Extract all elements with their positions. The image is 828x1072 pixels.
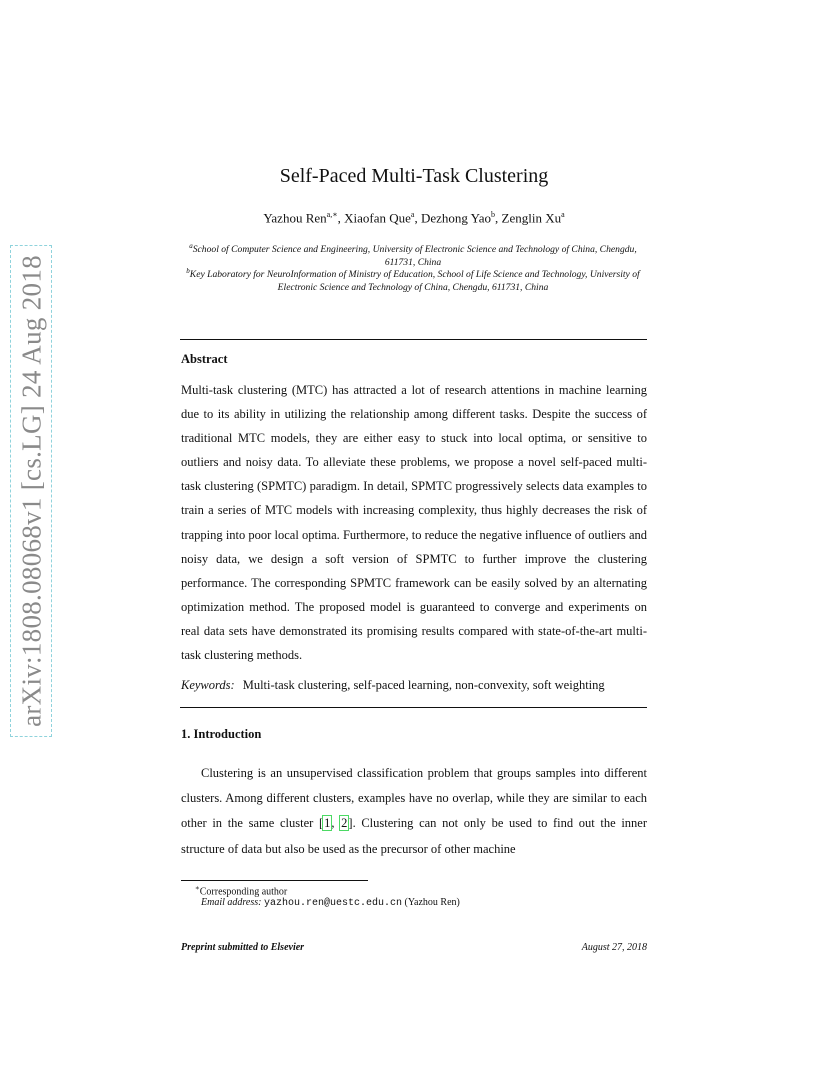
abstract-bottom-rule: [180, 707, 647, 708]
abstract-top-rule: [180, 339, 647, 340]
affiliation-mark: b: [186, 267, 190, 275]
abstract-text: Multi-task clustering (MTC) has attracted a lot of research attentions in machine learning due to its ability in utilizing the relationship among different tasks. Despite the success of traditional MTC models, they are either easy to stuck into local optima, or sensitive to outliers and noisy data. To alleviate these problems, we propose a novel self-paced multi-task clustering (SPMTC) paradigm. In detail, SPMTC progressively selects data examples to train a series of MTC models with increasing complexity, thus highly decreases the risk of trapping into poor local optima. Furthermore, to reduce the negative influence of outliers and noisy data, we design a soft version of SPMTC to further improve the clustering performance. The corresponding SPMTC framework can be easily solved by an alternating optimization method. The proposed model is guaranteed to converge and experiments on real data sets have demonstrated its promising results compared with state-of-the-art multi-task clustering methods.: [181, 383, 647, 663]
arxiv-stamp-text[interactable]: arXiv:1808.08068v1 [cs.LG] 24 Aug 2018: [16, 255, 47, 727]
paper-title: Self-Paced Multi-Task Clustering: [279, 165, 549, 187]
preprint-date: August 27, 2018: [581, 942, 647, 953]
affiliation-text: Key Laboratory for NeuroInformation of Ministry of Education, School of Life Science and Technology, University of Electronic Science and Technology of China, Chengdu, 611731, China: [189, 269, 640, 294]
section-heading-introduction: 1. Introduction: [181, 727, 262, 741]
intro-text: Clustering is an unsupervised classification problem that groups samples into different clusters. Among different clusters, examples have no overlap, while they are similar to each other in the same cluster [: [181, 766, 647, 831]
footnote-rule: [181, 880, 368, 881]
affiliation-b: [175, 265, 651, 294]
footnote-email: [201, 897, 460, 909]
email-owner: (Yazhou Ren): [404, 897, 460, 908]
affiliation-text: School of Computer Science and Engineering, University of Electronic Science and Technology of China, Chengdu, 611731, China: [192, 244, 637, 269]
author-name: Zenglin Xu: [501, 210, 562, 226]
author-name: Xiaofan Que: [344, 210, 411, 226]
author-list: Yazhou Ren$^{a,∗}$, Xiaofan Que$^a$, Dezhong Yao$^b$, Zenglin Xu$^a$: [263, 210, 565, 226]
footnote-corresponding-text: Corresponding author: [199, 886, 288, 898]
keywords: [181, 677, 647, 693]
citation-link[interactable]: 1: [324, 816, 331, 831]
intro-separator: ,: [331, 816, 341, 831]
author-sup: a: [410, 210, 415, 219]
email-label: Email address:: [201, 897, 262, 908]
author-name: Yazhou Ren: [263, 210, 327, 226]
footnote-mark: ∗: [195, 884, 200, 892]
email-address[interactable]: yazhou.ren@uestc.edu.cn: [263, 898, 402, 909]
preprint-note: Preprint submitted to Elsevier: [181, 942, 305, 953]
citation-link[interactable]: 2: [341, 816, 348, 831]
footnote-corresponding: [195, 884, 287, 897]
affiliation-mark: a: [189, 242, 193, 250]
author-name: Dezhong Yao: [420, 210, 492, 226]
introduction-paragraph: [181, 761, 647, 862]
abstract-heading: Abstract: [181, 352, 228, 366]
author-sup: a,∗: [326, 210, 338, 219]
keywords-text: Multi-task clustering, self-paced learning, non-convexity, soft weighting: [242, 678, 605, 692]
keywords-label: Keywords:: [181, 678, 235, 692]
author-sup: a: [561, 210, 565, 219]
intro-text: ]. Clustering can not only be used to find out the inner structure of data but also be used as the precursor of other machine: [181, 816, 648, 856]
author-sup: b: [491, 210, 496, 219]
